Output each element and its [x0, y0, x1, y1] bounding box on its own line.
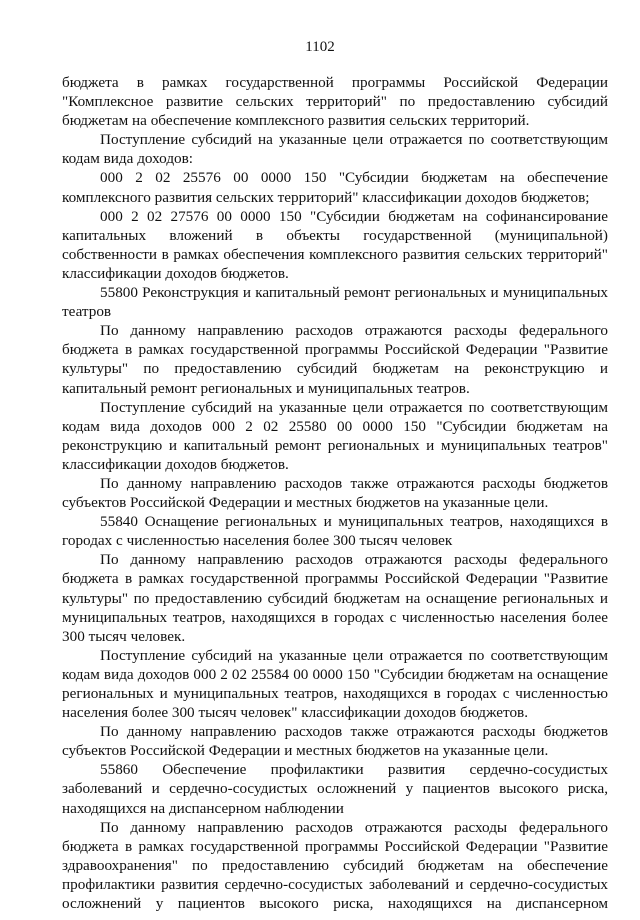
paragraph-6: По данному направлению расходов отражаются расходы федерального бюджета в рамках государственной программы Российской Федерации "Развитие культуры" по предоставлению субсидий бюджетам на реконструкцию и капитальный ремонт региональных и муниципальных театров. [62, 322, 608, 397]
section-heading-55860: 55860 Обеспечение профилактики развития сердечно-сосудистых заболеваний и сердечно-сосудистых осложнений у пациентов высокого риска, находящихся на диспансерном наблюдении [62, 761, 608, 817]
paragraph-3: 000 2 02 25576 00 0000 150 "Субсидии бюджетам на обеспечение комплексного развития сельских территорий" классификации доходов бюджетов; [62, 169, 608, 206]
paragraph-14: По данному направлению расходов отражаются расходы федерального бюджета в рамках государственной программы Российской Федерации "Развитие здравоохранения" по предоставлению субсидий бюджетам на обеспечение профилактики развития сердечно-сосудистых заболеваний и сердечно-сосудистых осложнений у пациентов высокого риска, находящихся на диспансерном [62, 818, 608, 913]
section-heading-55800: 55800 Реконструкция и капитальный ремонт региональных и муниципальных театров [62, 284, 608, 321]
paragraph-10: По данному направлению расходов отражаются расходы федерального бюджета в рамках государственной программы Российской Федерации "Развитие культуры" по предоставлению субсидий бюджетам на оснащение региональных и муниципальных театров, находящихся в городах с численностью населения более 300 тысяч человек. [62, 551, 608, 645]
paragraph-7: Поступление субсидий на указанные цели отражается по соответствующим кодам вида доходов 000 2 02 25580 00 0000 150 "Субсидии бюджетам на реконструкцию и капитальный ремонт региональных и муниципальных театров" классификации доходов бюджетов. [62, 398, 608, 473]
paragraph-4: 000 2 02 27576 00 0000 150 "Субсидии бюджетам на софинансирование капитальных вложений в объекты государственной (муниципальной) собственности в рамках обеспечения комплексного развития сельских территорий" классификации доходов бюджетов. [62, 207, 608, 282]
page-number: 1102 [305, 39, 335, 55]
paragraph-11: Поступление субсидий на указанные цели отражается по соответствующим кодам вида доходов 000 2 02 25584 00 0000 150 "Субсидии бюджетам на оснащение региональных и муниципальных театров, находящихся в городах с численностью населения более 300 тысяч человек" классификации доходов бюджетов. [62, 646, 608, 722]
document-body [62, 73, 608, 913]
paragraph-12: По данному направлению расходов также отражаются расходы бюджетов субъектов Российской Федерации и местных бюджетов на указанные цели. [62, 723, 608, 760]
paragraph-1: бюджета в рамках государственной программы Российской Федерации "Комплексное развитие сельских территорий" по предоставлению субсидий бюджетам на обеспечение комплексного развития сельских территорий. [62, 74, 608, 130]
paragraph-8: По данному направлению расходов также отражаются расходы бюджетов субъектов Российской Федерации и местных бюджетов на указанные цели. [62, 474, 608, 512]
section-heading-55840: 55840 Оснащение региональных и муниципальных театров, находящихся в городах с численностью населения более 300 тысяч человек [62, 513, 608, 550]
paragraph-2: Поступление субсидий на указанные цели отражается по соответствующим кодам вида доходов: [62, 131, 608, 168]
